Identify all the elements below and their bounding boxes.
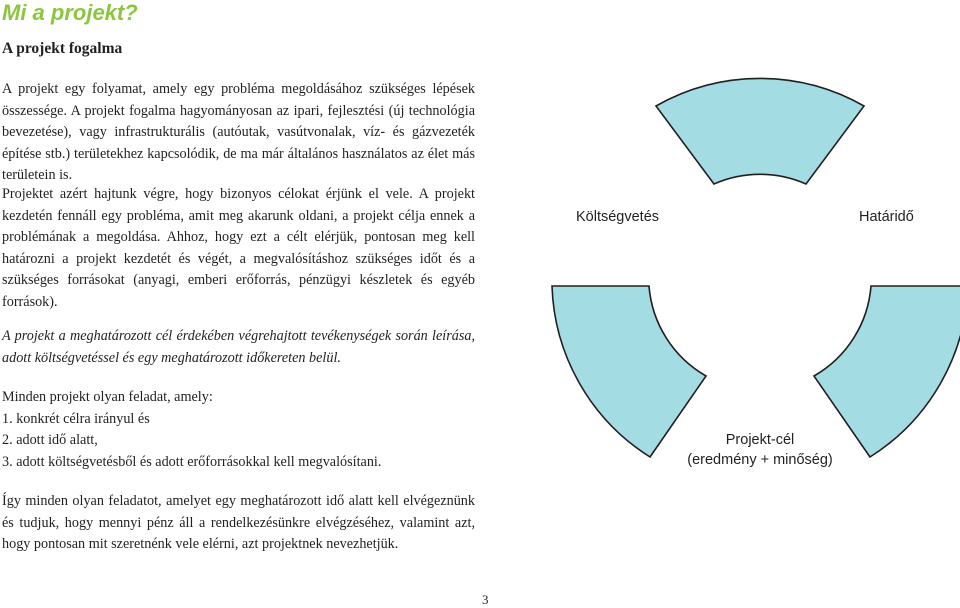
section-subtitle: A projekt fogalma bbox=[2, 40, 123, 57]
diagram-segment-top bbox=[656, 78, 864, 184]
list-item: 1. konkrét célra irányul és bbox=[2, 410, 150, 427]
goal-paragraph: Projektet azért hajtunk végre, hogy bizonyos célokat érjünk el vele. A projekt kezdetén fennáll egy probléma, amit meg akarunk oldani, a projekt célja ennek a problémának a megoldása. Ahhoz, hogy ezt a célt elérjük, pontosan meg kell határozni a projekt kezdetét és végét, a megvalósításhoz szükséges időt és a szükséges forrásokat (anyagi, emberi erőforrás, pénzügyi készletek és egyéb források). bbox=[2, 186, 475, 310]
diagram-label-goal-line1: Projekt-cél bbox=[725, 432, 795, 448]
closing-paragraph: Így minden olyan feladatot, amelyet egy meghatározott idő alatt kell elvégeznünk és tudjuk, hogy mennyi pénz áll a rendelkezésünkre elvégzéséhez, valamint azt, hogy pontosan mit szeretnénk vele elérni, azt projektnek nevezhetjük. bbox=[2, 493, 475, 552]
list-item: 2. adott idő alatt, bbox=[2, 432, 98, 448]
list-item: 3. adott költségvetésből és adott erőforrásokkal kell megvalósítani. bbox=[2, 453, 382, 470]
diagram-label-goal-line2: (eredmény + minőség) bbox=[687, 452, 833, 468]
intro-paragraph: A projekt egy folyamat, amely egy probléma megoldásához szükséges lépések összessége. A projekt fogalma hagyományosan az ipari, fejlesztési (új technológia bevezetése), vagy infrastrukturális (autóutak, vasútvonalak, víz- és gázvezeték építése stb.) területekhez kapcsolódik, de ma már általános használatos az élet más területein is. bbox=[2, 81, 475, 183]
diagram-label-goal bbox=[660, 430, 860, 470]
page-number: 3 bbox=[482, 592, 489, 607]
criteria-list bbox=[2, 387, 502, 473]
definition-paragraph: A projekt a meghatározott cél érdekében végrehajtott tevékenységek során leírása, adott költségvetéssel és egy meghatározott időkereten belül. bbox=[2, 328, 475, 366]
diagram-label-budget: Költségvetés bbox=[576, 209, 660, 225]
page-title: Mi a projekt? bbox=[2, 0, 138, 25]
list-intro: Minden projekt olyan feladat, amely: bbox=[2, 389, 213, 405]
project-triangle-diagram bbox=[540, 0, 960, 500]
diagram-label-deadline: Határidő bbox=[859, 209, 914, 225]
